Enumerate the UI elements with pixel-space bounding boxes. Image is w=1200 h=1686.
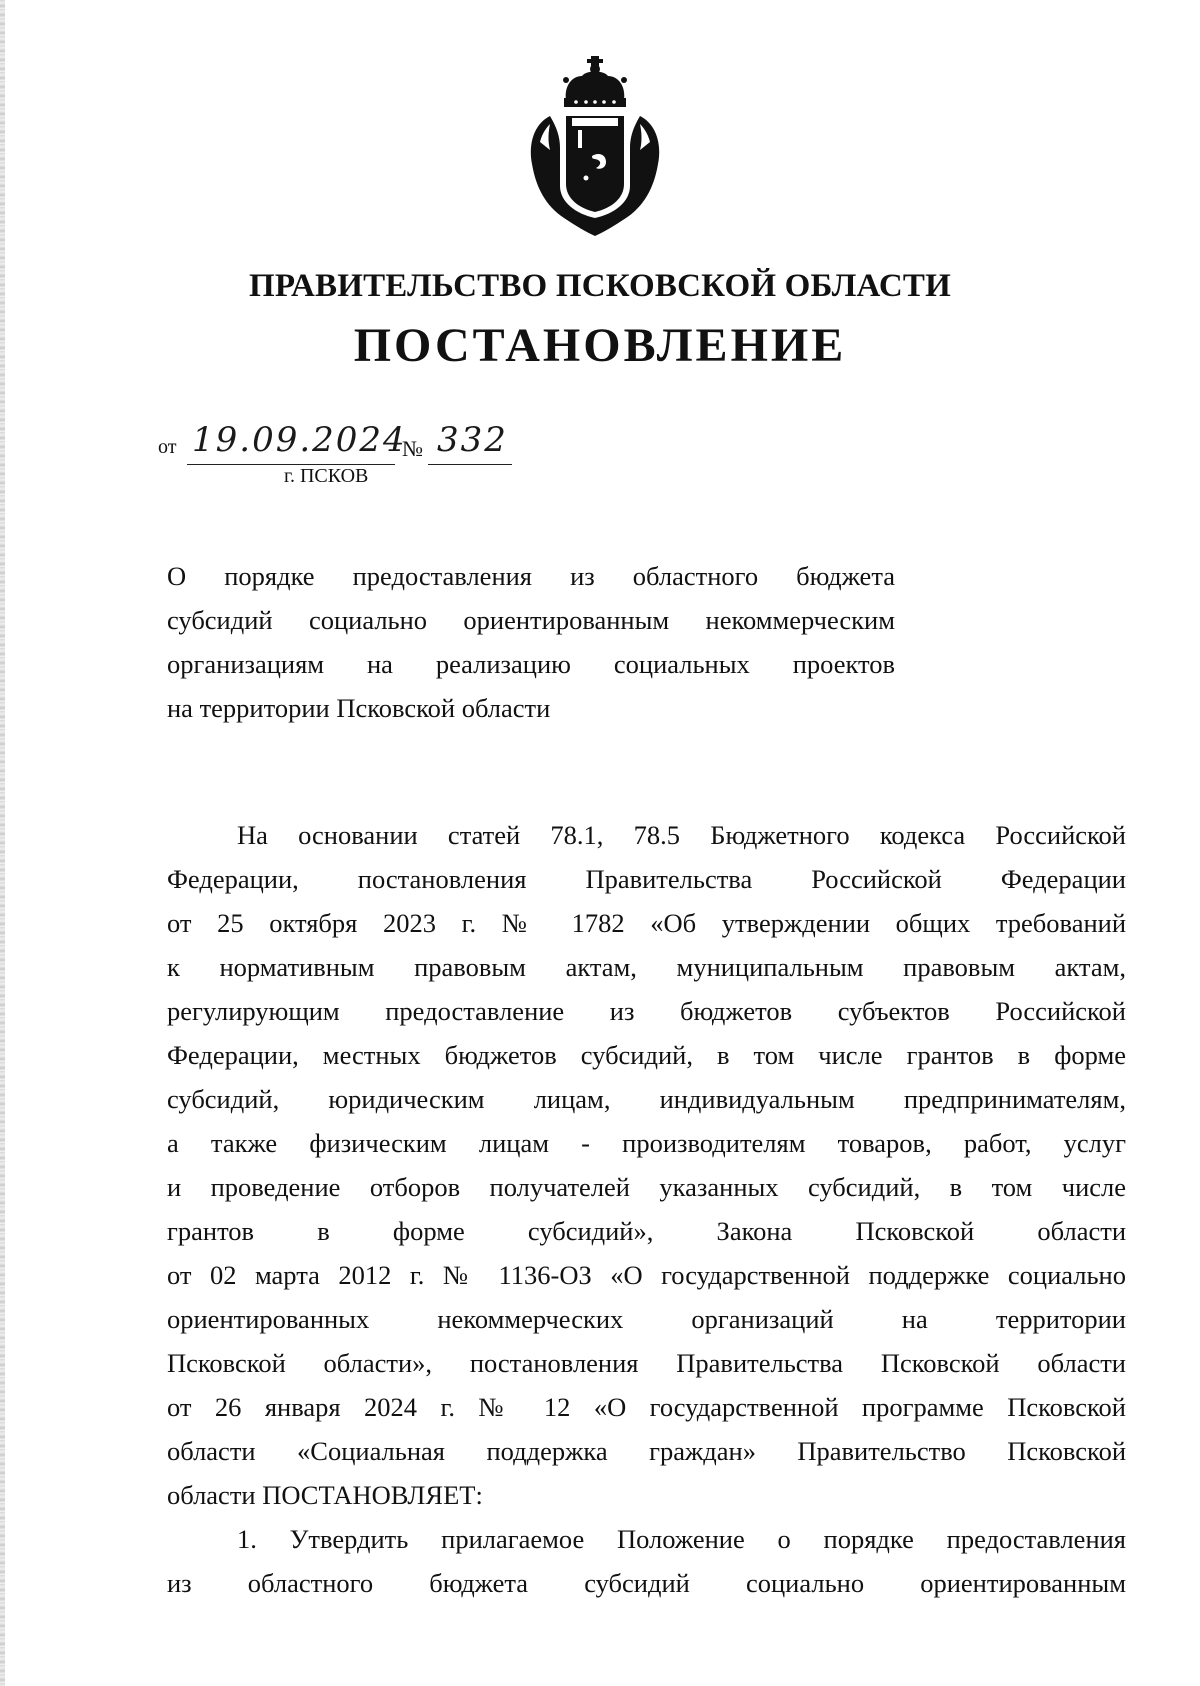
number-underline xyxy=(428,464,512,465)
body-line: Федерации, местных бюджетов субсидий, в том числе грантов в форме xyxy=(167,1040,1126,1070)
handwritten-number: 332 xyxy=(437,420,508,460)
document-body xyxy=(167,813,1126,1605)
body-line: грантов в форме субсидий», Закона Псковской области xyxy=(167,1216,1126,1246)
body-line: а также физическим лицам - производителям товаров, работ, услуг xyxy=(167,1128,1126,1158)
body-line: из областного бюджета субсидий социально ориентированным xyxy=(167,1568,1126,1598)
subject-line: О порядке предоставления из областного бюджета xyxy=(167,561,895,591)
subject-line: субсидий социально ориентированным некоммерческим xyxy=(167,605,895,635)
body-line: регулирующим предоставление из бюджетов субъектов Российской xyxy=(167,996,1126,1026)
body-line: области «Социальная поддержка граждан» Правительство Псковской xyxy=(167,1436,1126,1466)
body-line: Федерации, постановления Правительства Российской Федерации xyxy=(167,864,1126,894)
number-prefix: № xyxy=(402,436,423,461)
body-line: ориентированных некоммерческих организаций на территории xyxy=(167,1304,1126,1334)
body-line: 1. Утвердить прилагаемое Положение о порядке предоставления xyxy=(237,1524,1126,1554)
body-line: области ПОСТАНОВЛЯЕТ: xyxy=(167,1480,483,1510)
subject-line: на территории Псковской области xyxy=(167,693,551,723)
body-line: от 26 января 2024 г. № 12 «О государственной программе Псковской xyxy=(167,1392,1126,1422)
handwritten-date: 19.09.2024 xyxy=(192,420,407,460)
body-line: субсидий, юридическим лицам, индивидуальным предпринимателям, xyxy=(167,1084,1126,1114)
coat-of-arms-emblem xyxy=(520,56,670,238)
scan-edge xyxy=(0,0,5,1686)
document-type: ПОСТАНОВЛЕНИЕ xyxy=(353,319,847,372)
subject-line: организациям на реализацию социальных проектов xyxy=(167,649,895,679)
document-subject xyxy=(167,554,895,730)
organization-title: ПРАВИТЕЛЬСТВО ПСКОВСКОЙ ОБЛАСТИ xyxy=(248,268,952,304)
body-line: к нормативным правовым актам, муниципальным правовым актам, xyxy=(167,952,1126,982)
body-line: и проведение отборов получателей указанных субсидий, в том числе xyxy=(167,1172,1126,1202)
body-line: от 02 марта 2012 г. № 1136-ОЗ «О государственной поддержке социально xyxy=(167,1260,1126,1290)
body-line: Псковской области», постановления Правительства Псковской области xyxy=(167,1348,1126,1378)
body-line: На основании статей 78.1, 78.5 Бюджетного кодекса Российской xyxy=(237,820,1126,850)
body-line: от 25 октября 2023 г. № 1782 «Об утверждении общих требований xyxy=(167,908,1126,938)
date-prefix: от xyxy=(158,436,177,458)
city-label: г. ПСКОВ xyxy=(284,465,369,487)
